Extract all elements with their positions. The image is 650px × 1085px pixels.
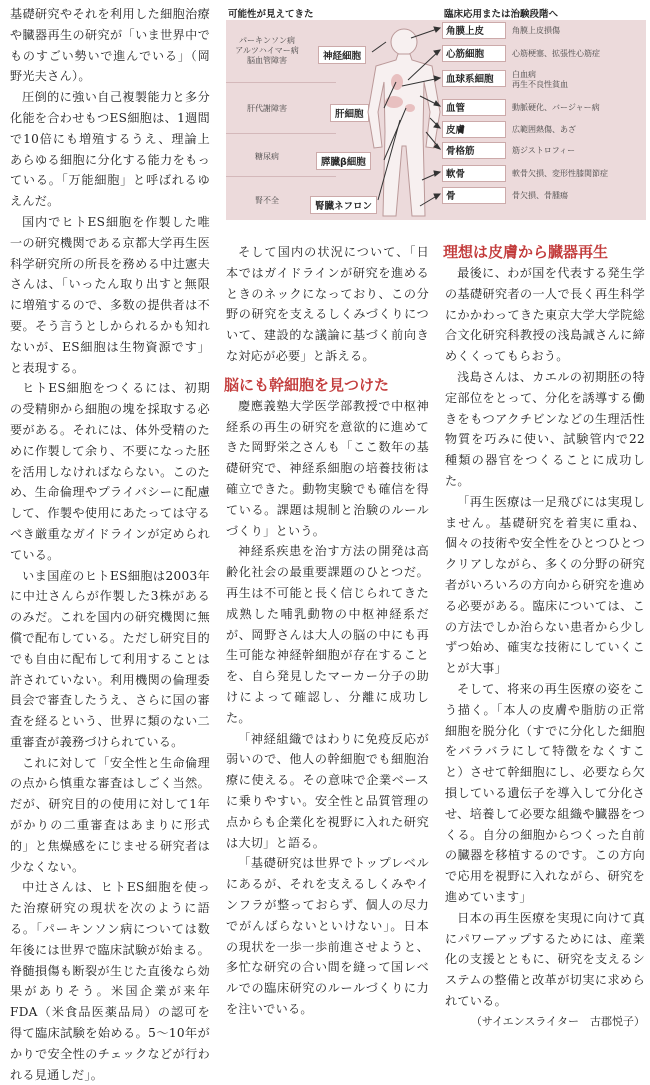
disease-label-neuro: パーキンソン病 アルツハイマー病 脳血管障害 xyxy=(235,36,299,65)
application-desc: 筋ジストロフィー xyxy=(512,146,576,155)
tissue-label: 角膜上皮 xyxy=(442,22,506,39)
paragraph: 最後に、わが国を代表する発生学の基礎研究者の一人で長く再生科学にかかわってきた東京大学大学院総合文化研究科教授の浅島誠さんに締めくくってもらおう。 xyxy=(445,266,645,364)
paragraph: そして国内の状況について、「日本ではガイドラインが研究を進めるときのネックになっており、この分野の研究を支えるしくみづくりについて、建設的な議論に基づく前向きな対応が必要」と訴える。 xyxy=(226,245,429,363)
application-desc: 角膜上皮損傷 xyxy=(512,26,560,35)
tissue-label: 心筋細胞 xyxy=(442,45,506,62)
paragraph: いま国産のヒトES細胞は2003年に中辻さんらが作製した3株があるのみだ。これを国内の研究機関に無償で配布している。ただし研究目的でも自由に配布して利用することは許されていない。利用機関の倫理委員会で審査したうえ、さらに国の審査を経るという、世界に類のない二重審査が義務づけられている。 xyxy=(10,568,210,749)
paragraph: これに対して「安全性と生命倫理の点から慎重な審査はしごく当然。だが、研究目的の使用に対して1年がかりの二重審査はあまりに形式的」と焦燥感をにじませる研究者は少なくない。 xyxy=(10,755,210,874)
tissue-label: 骨格筋 xyxy=(442,142,506,159)
tissue-label: 骨 xyxy=(442,187,506,204)
disease-label-kidney: 腎不全 xyxy=(255,196,279,205)
article-column-3 xyxy=(445,242,645,1032)
application-row xyxy=(442,121,646,140)
application-desc: 広範囲熱傷、あざ xyxy=(512,125,576,134)
application-desc: 動脈硬化、バージャー病 xyxy=(512,103,600,112)
application-desc: 骨欠損、骨腫瘍 xyxy=(512,191,568,200)
cell-box-pancreas: 膵臓β細胞 xyxy=(316,152,371,170)
stem-cell-application-figure xyxy=(226,6,646,220)
application-row xyxy=(442,45,646,64)
application-row xyxy=(442,187,646,206)
article-column-2 xyxy=(226,242,429,1020)
paragraph: 国内でヒトES細胞を作製した唯一の研究機関である京都大学再生医科学研究所の所長を務める中辻憲夫さんは、「いったん取り出すと無限に増殖するので、多数の提供者は不要。そう言うとしかられるかも知れないが、ES細胞は生物資源です」と表現する。 xyxy=(10,214,210,375)
tissue-label: 皮膚 xyxy=(442,121,506,138)
application-row xyxy=(442,99,646,118)
cell-box-nephron: 腎臓ネフロン xyxy=(310,196,377,214)
paragraph: ヒトES細胞をつくるには、初期の受精卵から細胞の塊を採取する必要がある。それには、体外受精のために作製して余り、不要になった胚を活用しなければならない。このため、生命倫理やプライバシーに配慮して、作製や使用にあたっては守るべき厳重なガイドラインが定められている。 xyxy=(10,381,210,562)
figure-label-possibility: 可能性が見えてきた xyxy=(228,9,314,20)
paragraph: 日本の再生医療を実現に向けて真にパワーアップするためには、産業化の支援とともに、研究を支えるシステムの整備と改革が切実に求められている。 xyxy=(445,910,645,1008)
paragraph: 浅島さんは、カエルの初期胚の特定部位をとって、分化を誘導する働きをもつアクチビンなどの生理活性物質を巧みに使い、試験管内で22種類の器官をつくることに成功した。 xyxy=(445,369,645,488)
section-heading-ideal: 理想は皮膚から臓器再生 xyxy=(443,243,609,261)
paragraph: 基礎研究やそれを利用した細胞治療や臓器再生の研究が「いま世界中でものすごい勢いで進んでいる」（岡野光夫さん）。 xyxy=(10,7,210,84)
application-desc: 心筋梗塞、拡張性心筋症 xyxy=(512,49,600,58)
application-row xyxy=(442,22,646,41)
paragraph: 神経系疾患を治す方法の開発は高齢化社会の最重要課題のひとつだ。再生は不可能と長く信じられてきた成熟した哺乳動物の中枢神経系だが、岡野さんは大人の脳の中にも再生可能な神経幹細胞が存在することを、自ら発見したマーカー分子の助けによって確認し、分離に成功した。 xyxy=(226,544,429,725)
figure-label-clinical: 臨床応用または治験段階へ xyxy=(444,9,559,20)
application-desc: 白血病 再生不良性貧血 xyxy=(512,70,568,89)
figure-panel xyxy=(226,20,646,220)
article-column-1 xyxy=(10,4,210,1085)
paragraph: 慶應義塾大学医学部教授で中枢神経系の再生の研究を意欲的に進めてきた岡野栄之さんも「ここ数年の基礎研究で、神経系細胞の培養技術は確立できた。動物実験でも確信を得ている。課題は規制と治験のルールづくり」という。 xyxy=(226,398,429,538)
application-row xyxy=(442,165,646,184)
disease-label-diabetes: 糖尿病 xyxy=(255,152,279,161)
tissue-label: 軟骨 xyxy=(442,165,506,182)
paragraph: そして、将来の再生医療の姿をこう描く。「本人の皮膚や脂肪の正常細胞を脱分化（すでに分化した細胞をバラバラにして特徴をなくすこと）させて幹細胞にし、必要なら欠損している遺伝子を導入して分化させ、培養して必要な組織や臓器をつくる。自分の細胞からつくった自前の臓器を移植するのです。この方向で応用を視野に入れながら、研究を進めています」 xyxy=(445,681,645,904)
application-row xyxy=(442,142,646,161)
paragraph: 圧倒的に強い自己複製能力と多分化能を合わせもつES細胞は、1週間で10倍にも増殖するうえ、理論上あらゆる細胞に分化する能力をもっている。「万能細胞」と呼ばれるゆえんだ。 xyxy=(10,90,210,209)
paragraph: 中辻さんは、ヒトES細胞を使った治療研究の現状を次のように語る。「パーキンソン病については数年後には世界で臨床試験が始まる。脊髄損傷も断裂が生じた直後なら効果がありそう。米国企業が来年FDA（米食品医薬品局）の認可を得て臨床試験を始める。5〜10年がかりで安全性のチェックなどが行われる見通しだ」。 xyxy=(10,880,210,1082)
section-heading-brain: 脳にも幹細胞を見つけた xyxy=(224,375,390,394)
tissue-label: 血管 xyxy=(442,99,506,116)
application-desc: 軟骨欠損、変形性膝関節症 xyxy=(512,169,608,178)
tissue-label: 血球系細胞 xyxy=(442,70,506,87)
disease-label-liver: 肝代謝障害 xyxy=(247,104,287,113)
paragraph: 「基礎研究は世界でトップレベルにあるが、それを支えるしくみやインフラが整っておらず、個人の尽力でがんばらないといけない」。日本の現状を一歩一歩前進させようと、多忙な研究の合い間を縫って国レベルでの臨床研究のルールづくりに力を注いでいる。 xyxy=(226,856,429,1016)
byline: （サイエンスライター 古郡悦子） xyxy=(470,1014,645,1028)
cell-box-neuron: 神経細胞 xyxy=(318,46,366,64)
cell-box-liver: 肝細胞 xyxy=(330,104,369,122)
paragraph: 「神経組織ではわりに免疫反応が弱いので、他人の幹細胞でも細胞治療に使える。その意味で企業ベースに乗りやすい。安全性と品質管理の点からも企業化を視野に入れた研究は大切」と語る。 xyxy=(226,731,429,850)
application-row xyxy=(442,70,646,89)
paragraph: 「再生医療は一足飛びには実現しません。基礎研究を着実に重ね、個々の技術や安全性をひとつひとつクリアしながら、多くの分野の研究者がいろいろの方向から研究を進める必要がある。臨床については、この方法でしか治らない患者から少しずつ始め、確実な技術にしていくことが大事」 xyxy=(445,494,645,676)
